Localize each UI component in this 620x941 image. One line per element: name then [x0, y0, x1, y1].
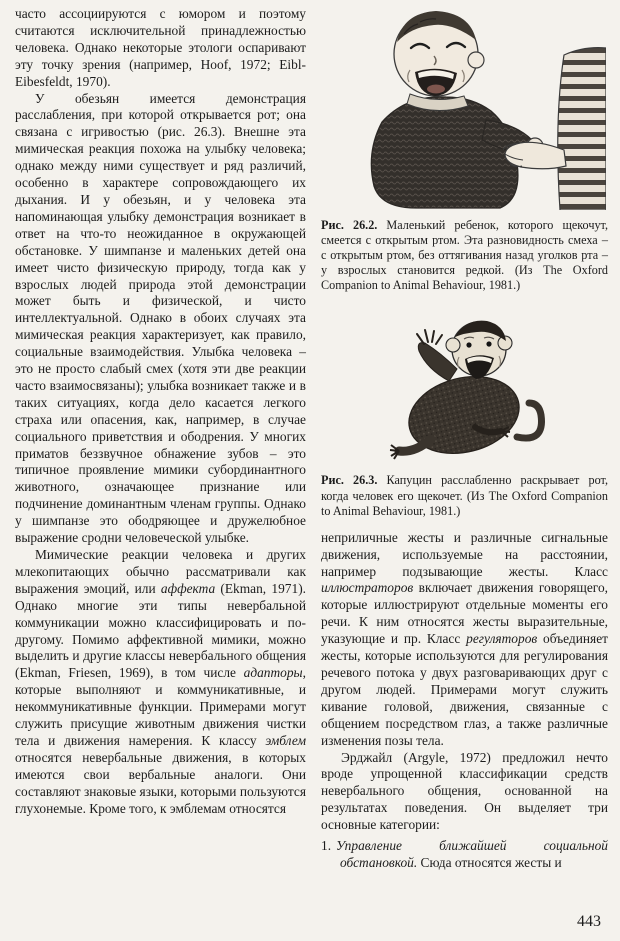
figure-caption-text: Капуцин расслабленно раскрывает рот, когда человек его щекочет. (Из The Oxford Companion to Animal Behaviour, 1981.) [321, 473, 608, 518]
capuchin-monkey-illustration [321, 307, 608, 465]
body-paragraph: неприличные жесты и различные сигнальные движения, используемые на расстоянии, например подзывающие жесты. Класс иллюстраторов включает движения говорящего, которые иллюстрируют отдельные моменты его речи. К ним относятся жесты выразительные, указующие и пр. Класс регуляторов объединяет жесты, которые используются для регулирования речевого потока у двух разговаривающих друг с другом людей. Примерами могут служить кивание головой, движения, связанные с общением посредством глаз, а также различные изменения позы тела. [321, 529, 608, 748]
numbered-list-item [321, 838, 608, 872]
right-text-block [321, 530, 608, 872]
body-paragraph: часто ассоциируются с юмором и поэтому считаются исключительной принадлежностью человека. Однако некоторые этологи оспаривают эту точку зрения (например, Hoof, 1972; Eibl-Eibesfeldt, 1970). [15, 6, 306, 89]
body-paragraph: Мимические реакции человека и других млекопитающих обычно рассматривали как выражения эмоций, или аффекта (Ekman, 1971). Однако многие эти типы невербальной коммуникации можно классифицировать и по-другому. Помимо аффективной мимики, можно выделить и другие классы невербального общения (Ekman, Friesen, 1969), в том числе адапторы, которые выполняют и коммуникативные, и некоммуникативные функции. Примерами могут служить присущие животным движения чистки тела и движения намерения. К классу эмблем относятся невербальные движения, в которых имеются свои вербальные аналоги. Они составляют знаковые языки, которыми пользуются глухонемые. Кроме того, к эмблемам относятся [15, 547, 306, 816]
figure-caption-label: Рис. 26.2. [321, 218, 378, 232]
baby-tickled-illustration [321, 0, 608, 210]
figure-caption-text: Маленький ребенок, которого щекочут, смеется с открытым ртом. Эта разновидность смеха – с открытым ртом, без оттягивания назад уголков рта – у взрослых становится редкой. (Из The Oxford Companion to Animal Behaviour, 1981.) [321, 218, 608, 293]
list-item-number: 1. [321, 838, 332, 854]
figure-26-3 [321, 307, 608, 518]
figure-26-2 [321, 0, 608, 293]
left-text-column [15, 6, 306, 818]
figure-caption-label: Рис. 26.3. [321, 473, 378, 488]
page-number: 443 [577, 913, 601, 930]
list-item-text: Управление ближайшей социальной обстановкой. Сюда относятся жесты и [336, 838, 608, 870]
figure-26-3-caption [321, 473, 608, 518]
figure-26-2-caption [321, 218, 608, 293]
body-paragraph: Эрджайл (Argyle, 1972) предложил нечто вроде упрощенной классификации средств невербального общения, основанной на результатах поведения. Он выделяет три основные категории: [321, 749, 608, 833]
body-paragraph: У обезьян имеется демонстрация расслабления, при которой открывается рот; она связана с игривостью (рис. 26.3). Внешне эта мимическая реакция похожа на улыбку человека; однако между ними существует и ряд различий, особенно в характере сопровождающего их дыхания. И у обезьян, и у человека эта напоминающая улыбку демонстрация возникает в ответ на что-то неожиданное в окружающей обстановке. У шимпанзе и маленьких детей она имеет чисто физическую природу, тогда как у взрослых людей природа этой демонстрации может быть и физической, и чисто интеллектуальной. Однако в обоих случаях эта мимическая реакция характеризует, как правило, социальные взаимодействия. Улыбка человека – это не просто слабый смех (хотя эти две реакции часто взаимосвязаны); улыбка возникает также и в таких ситуациях, когда дело касается легкого страха или опасения, как, например, в случае социального приветствия и ободрения. У многих приматов беззвучное обнажение зубов – это типичное проявление мимики субординантного животного, означающее признание или подчинение доминантным членам группы. Однако у шимпанзе это ободряющее и дружелюбное выражение сродни человеческой улыбке. [15, 90, 306, 546]
right-column [321, 0, 608, 872]
